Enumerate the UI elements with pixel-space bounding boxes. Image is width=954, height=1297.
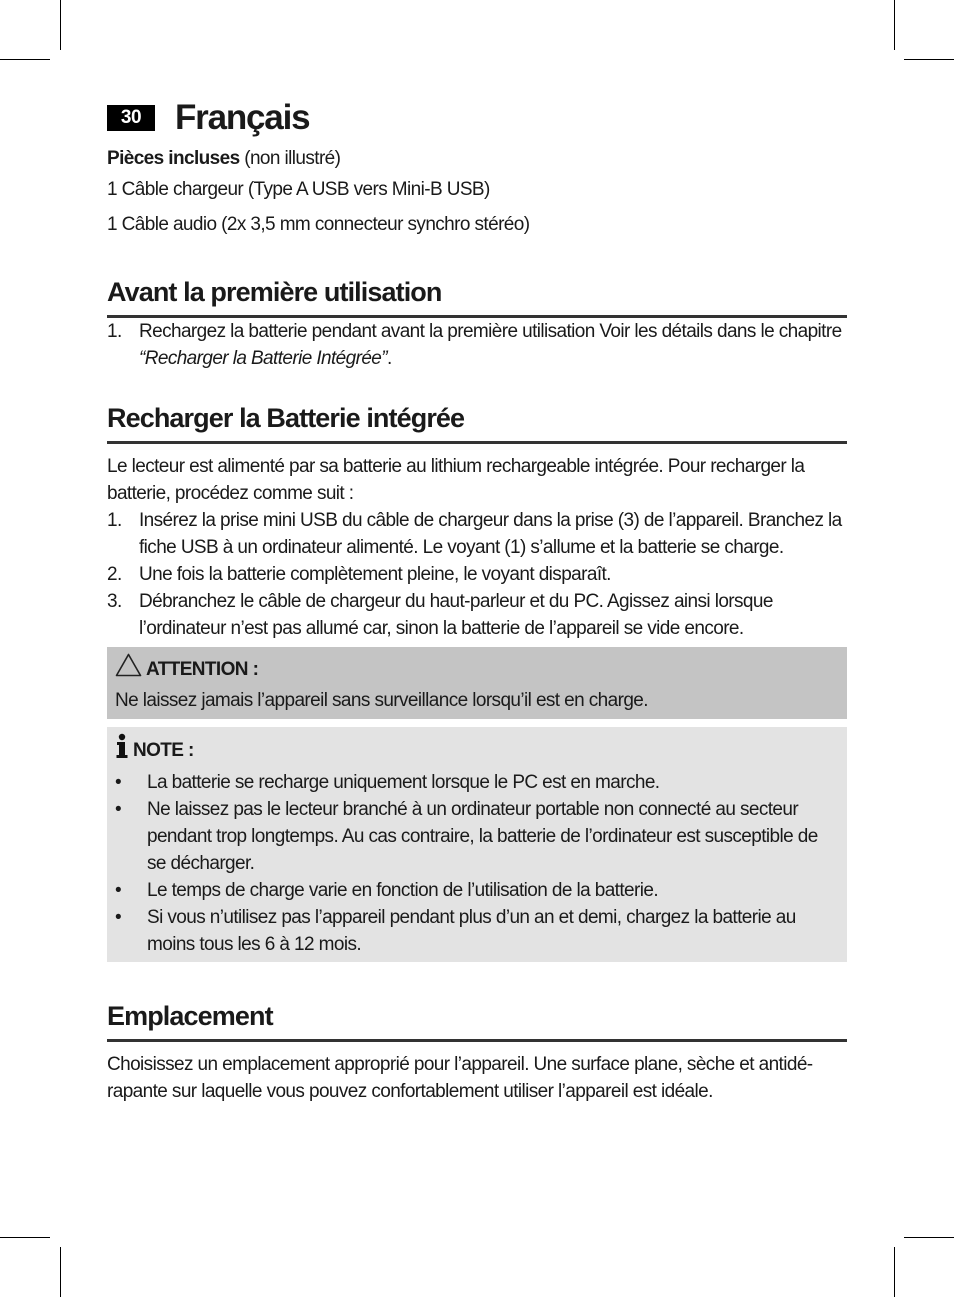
crop-mark (0, 1237, 50, 1238)
bullet: • (115, 772, 122, 793)
bullet: • (115, 907, 122, 928)
section-title-before-first-use: Avant la première utilisation (107, 276, 847, 318)
parts-item: 1 Câble chargeur (Type A USB vers Mini-B USB) (107, 179, 490, 200)
parts-heading (107, 145, 847, 172)
attention-text: Ne laissez jamais l’appareil sans surveillance lorsqu’il est en charge. (115, 690, 648, 711)
list-item (107, 507, 847, 561)
step-text: Débranchez le câble de chargeur du haut-parleur et du PC. Agissez ainsi lorsque l’ordinateur n’est pas allumé car, sinon la batterie de l’appareil se vide encore. (139, 591, 773, 639)
step-number: 1. (107, 321, 122, 342)
before-first-use-steps (107, 318, 847, 372)
charge-steps (107, 507, 847, 642)
attention-box (107, 647, 847, 719)
parts-heading-label: Pièces incluses (107, 148, 240, 169)
section-title-charge-battery: Recharger la Batterie intégrée (107, 402, 847, 444)
crop-mark (60, 0, 61, 50)
parts-heading-note: (non illustré) (244, 148, 341, 169)
crop-mark (894, 0, 895, 50)
crop-mark (60, 1247, 61, 1297)
note-item-text: Le temps de charge varie en fonction de l’utilisation de la batterie. (147, 880, 658, 901)
list-item (107, 318, 847, 372)
step-text: Rechargez la batterie pendant avant la première utilisation Voir les détails dans le chapitre “Recharger la Batterie Intégrée”. (139, 321, 842, 369)
section-title-placement: Emplacement (107, 1000, 847, 1042)
list-item (115, 877, 839, 904)
page-header (107, 100, 847, 136)
step-number: 1. (107, 510, 122, 531)
bullet: • (115, 799, 122, 820)
list-item (107, 561, 847, 588)
note-item-text: Si vous n’utilisez pas l’appareil pendant plus d’un an et demi, chargez la batterie au moins tous les 6 à 12 mois. (147, 907, 796, 955)
note-box (107, 727, 847, 962)
step-number: 2. (107, 564, 122, 585)
manual-page (107, 100, 847, 1105)
crop-mark (904, 59, 954, 60)
page-number: 30 (107, 105, 155, 131)
list-item (115, 769, 839, 796)
list-item (115, 796, 839, 877)
info-icon (115, 733, 129, 769)
list-item (115, 904, 839, 958)
crop-mark (0, 59, 50, 60)
placement-text: Choisissez un emplacement approprié pour l’appareil. Une surface plane, sèche et antidé-rapante sur laquelle vous pouvez confortablement utiliser l’appareil est idéale. (107, 1054, 813, 1102)
step-text: Une fois la batterie complètement pleine, le voyant disparaît. (139, 564, 611, 585)
note-list (115, 769, 839, 958)
warning-triangle-icon (115, 653, 142, 687)
note-item-text: Ne laissez pas le lecteur branché à un ordinateur portable non connecté au secteur pendant trop longtemps. Au cas contraire, la batterie de l’ordinateur est susceptible de se décharger. (147, 799, 818, 874)
note-item-text: La batterie se recharge uniquement lorsque le PC est en marche. (147, 772, 660, 793)
page-title: Français (175, 98, 310, 137)
list-item (107, 588, 847, 642)
charge-intro: Le lecteur est alimenté par sa batterie au lithium rechargeable intégrée. Pour recharger la batterie, procédez comme suit : (107, 456, 805, 504)
step-number: 3. (107, 591, 122, 612)
step-text: Insérez la prise mini USB du câble de chargeur dans la prise (3) de l’appareil. Branchez la fiche USB à un ordinateur alimenté. Le voyant (1) s’allume et la batterie se charge. (139, 510, 842, 558)
bullet: • (115, 880, 122, 901)
note-title (115, 733, 839, 769)
attention-title (115, 653, 839, 687)
crop-mark (894, 1247, 895, 1297)
crop-mark (904, 1237, 954, 1238)
chapter-reference: “Recharger la Batterie Intégrée” (139, 348, 387, 369)
note-label: NOTE : (133, 740, 194, 761)
attention-label: ATTENTION : (146, 659, 259, 680)
parts-item: 1 Câble audio (2x 3,5 mm connecteur synchro stéréo) (107, 214, 530, 235)
